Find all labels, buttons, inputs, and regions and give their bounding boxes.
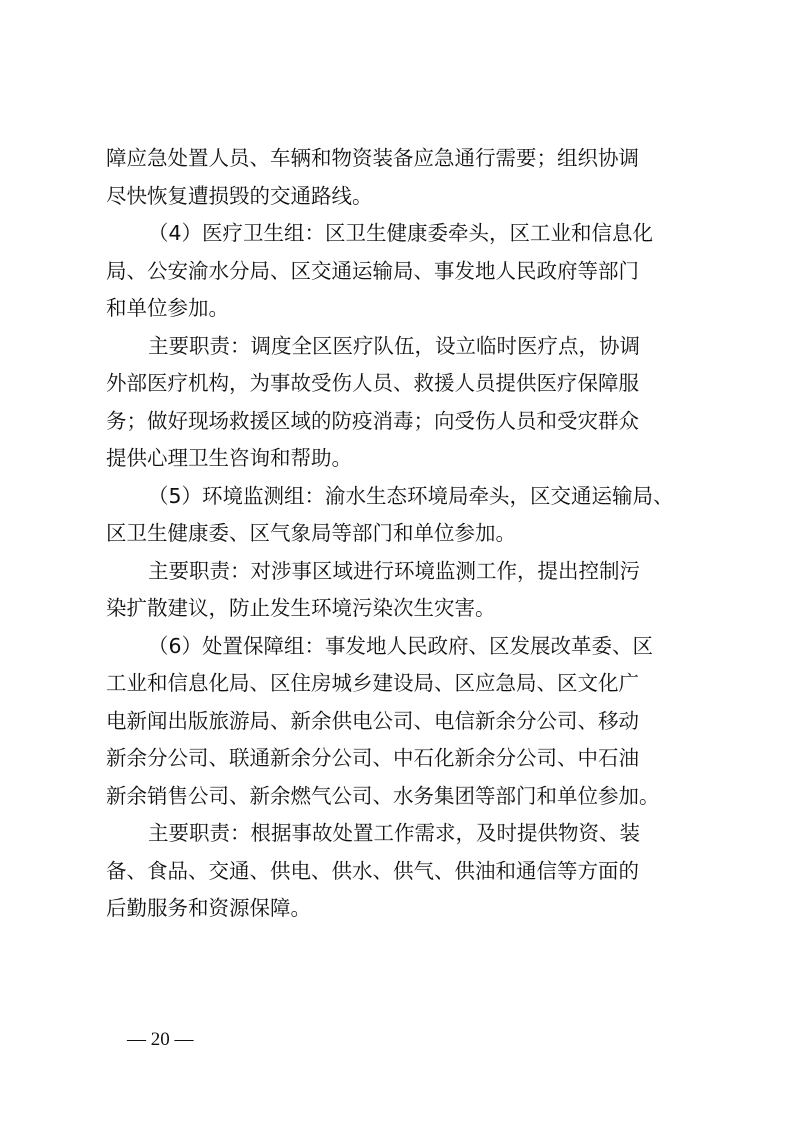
paragraph-environment-group — [106, 478, 696, 553]
text-line: 主要职责：对涉事区域进行环境监测工作，提出控制污 — [148, 558, 640, 583]
text-line: 务；做好现场救援区域的防疫消毒；向受伤人员和受灾群众 — [106, 408, 639, 433]
text-line: 局、公安渝水分局、区交通运输局、事发地人民政府等部门 — [106, 258, 639, 283]
paragraph-medical-duties — [106, 328, 696, 478]
paragraph-medical-group — [106, 215, 696, 328]
text-line: 电新闻出版旅游局、新余供电公司、电信新余分公司、移动 — [106, 708, 639, 733]
paragraph-transport-duties — [106, 140, 696, 215]
text-line: 主要职责：根据事故处置工作需求，及时提供物资、装 — [148, 821, 640, 845]
text-line: 备、食品、交通、供电、供水、供气、供油和通信等方面的 — [106, 858, 639, 883]
paragraph-environment-duties — [106, 553, 696, 628]
text-line: 主要职责：调度全区医疗队伍，设立临时医疗点，协调 — [148, 333, 640, 358]
text-line: 染扩散建议，防止发生环境污染次生灾害。 — [106, 596, 496, 620]
text-line: 后勤服务和资源保障。 — [106, 896, 311, 920]
text-line: 新余分公司、联通新余分公司、中石化新余分公司、中石油 — [106, 746, 639, 770]
text-line: （5）环境监测组：渝水生态环境局牵头，区交通运输局、 — [148, 483, 674, 508]
text-line: 障应急处置人员、车辆和物资装备应急通行需要；组织协调 — [106, 146, 639, 170]
text-line: 工业和信息化局、区住房城乡建设局、区应急局、区文化广 — [106, 671, 639, 695]
text-line: （6）处置保障组：事发地人民政府、区发展改革委、区 — [148, 633, 654, 658]
text-line: 和单位参加。 — [106, 296, 229, 320]
text-line: 区卫生健康委、区气象局等部门和单位参加。 — [106, 521, 516, 545]
text-line: 新余销售公司、新余燃气公司、水务集团等部门和单位参加。 — [106, 783, 660, 808]
paragraph-support-group — [106, 628, 696, 816]
page-number: — 20 — — [127, 1029, 194, 1050]
text-line: 外部医疗机构，为事故受伤人员、救援人员提供医疗保障服 — [106, 371, 639, 395]
text-line: 提供心理卫生咨询和帮助。 — [106, 446, 352, 470]
text-line: 尽快恢复遭损毁的交通路线。 — [106, 183, 373, 208]
text-line: （4）医疗卫生组：区卫生健康委牵头，区工业和信息化 — [148, 221, 654, 245]
document-body — [106, 140, 696, 928]
paragraph-support-duties — [106, 815, 696, 928]
